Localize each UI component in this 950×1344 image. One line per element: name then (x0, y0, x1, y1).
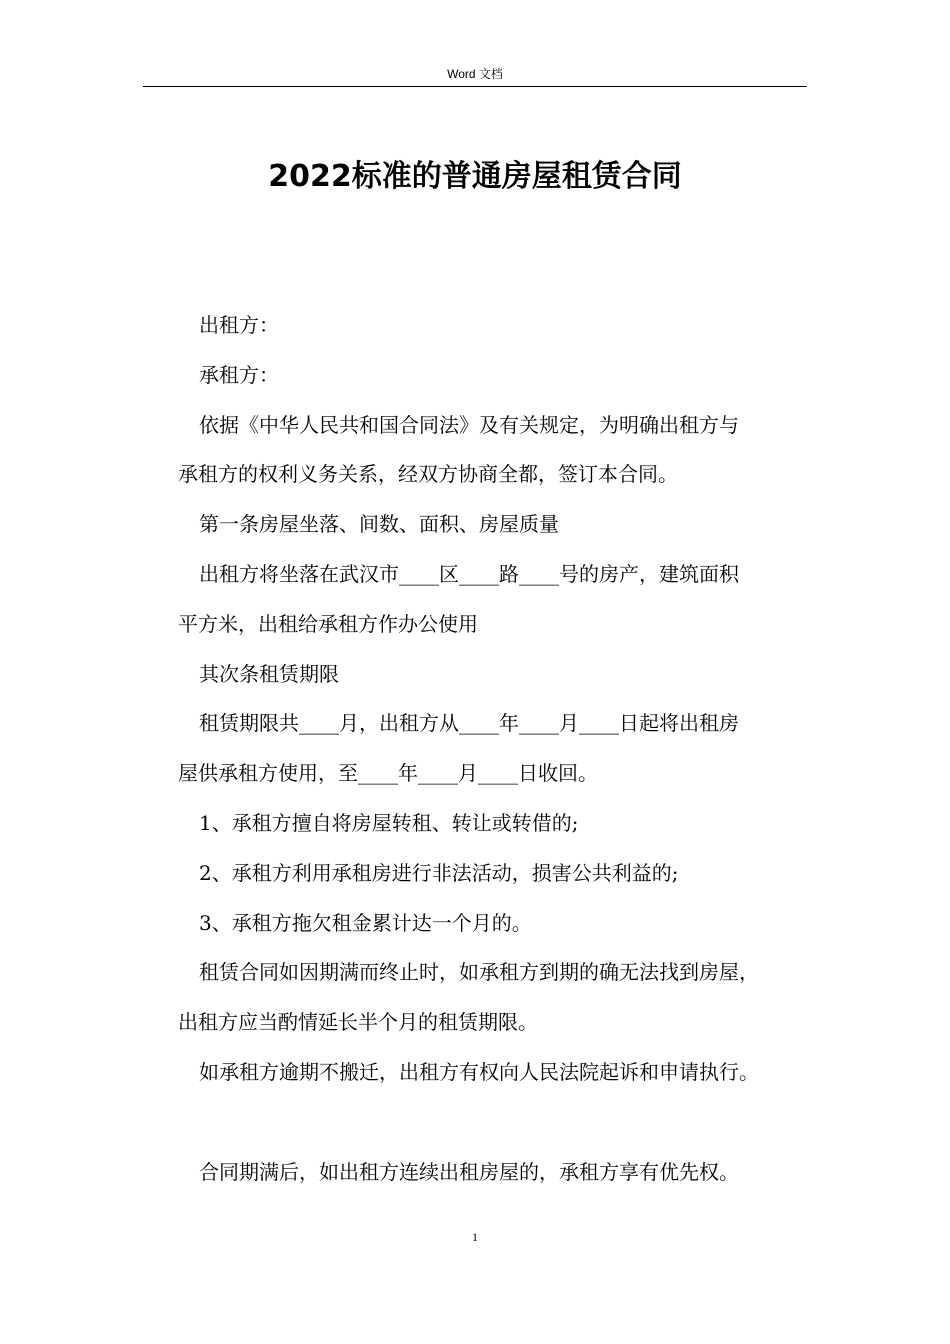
article-two-heading: 其次条租赁期限 (199, 661, 339, 686)
clause-item-1: 1、承租方擅自将房屋转租、转让或转借的; (199, 810, 579, 835)
lessee-line: 承租方： (199, 362, 279, 387)
property-location-continued: 平方米，出租给承租方作办公使用 (178, 611, 478, 636)
property-location-paragraph: 出租方将坐落在武汉市____区____路____号的房产，建筑面积 (199, 561, 739, 586)
document-title: 2022标准的普通房屋租赁合同 (268, 159, 682, 194)
clause-item-2: 2、承租方利用承租房进行非法活动，损害公共利益的; (199, 860, 679, 885)
preamble-paragraph: 依据《中华人民共和国合同法》及有关规定，为明确出租方与 (199, 412, 739, 437)
preamble-paragraph-continued: 承租方的权利义务关系，经双方协商全都，签订本合同。 (178, 462, 678, 487)
page-header-label: Word 文档 (447, 67, 503, 81)
lessor-line: 出租方： (199, 313, 279, 337)
overdue-paragraph: 如承租方逾期不搬迁，出租方有权向人民法院起诉和申请执行。 (199, 1059, 759, 1084)
lease-term-paragraph: 租赁期限共____月，出租方从____年____月____日起将出租房 (199, 711, 739, 736)
header-divider (143, 86, 807, 87)
blank-line (178, 1098, 806, 1148)
page-number: 1 (472, 1230, 478, 1244)
lease-term-continued: 屋供承租方使用，至____年____月____日收回。 (178, 761, 598, 786)
expiry-paragraph-continued: 出租方应当酌情延长半个月的租赁期限。 (178, 1010, 538, 1035)
clause-item-3: 3、承租方拖欠租金累计达一个月的。 (199, 910, 532, 935)
document-body (178, 301, 806, 1198)
article-one-heading: 第一条房屋坐落、间数、面积、房屋质量 (199, 512, 559, 537)
expiry-paragraph: 租赁合同如因期满而终止时，如承租方到期的确无法找到房屋， (199, 960, 759, 985)
renewal-paragraph: 合同期满后，如出租方连续出租房屋的，承租方享有优先权。 (199, 1159, 739, 1184)
